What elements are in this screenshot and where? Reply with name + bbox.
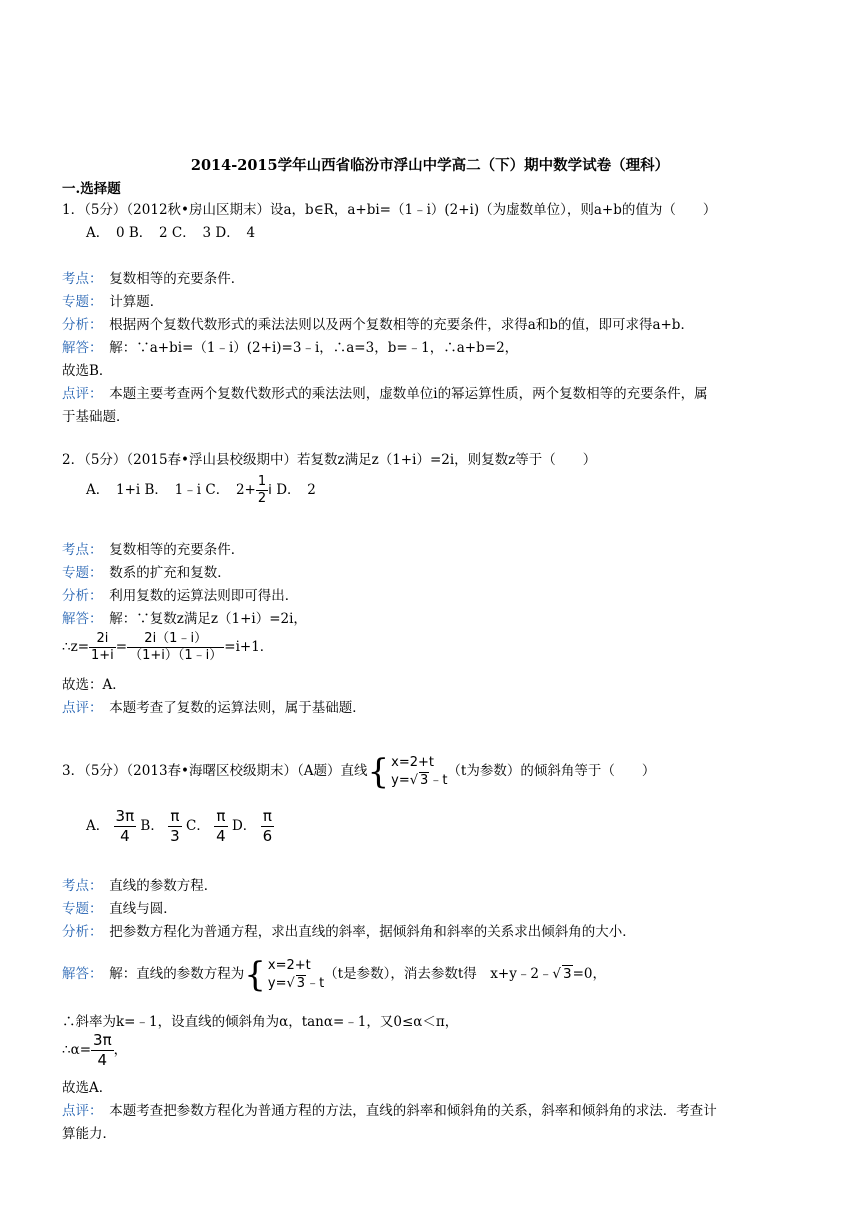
q3-stem bbox=[62, 749, 655, 793]
row-2-rhs: ﹣t bbox=[306, 975, 325, 991]
q2-comment: 本题考查了复数的运算法则，属于基础题． bbox=[109, 700, 366, 716]
fraction-denominator: 2 bbox=[257, 491, 267, 506]
q2-topic: 数系的扩充和复数． bbox=[109, 565, 231, 581]
system-row-2: y=√ 3﹣t bbox=[267, 975, 325, 991]
q3-choose: 故选A． bbox=[62, 1080, 113, 1096]
topic-label: 专题： bbox=[62, 294, 96, 310]
alpha-tail: ， bbox=[113, 1042, 128, 1058]
analysis-label: 分析： bbox=[62, 924, 96, 940]
equation-lead: ∴z= bbox=[62, 639, 90, 655]
answer-label: 解答： bbox=[62, 611, 96, 627]
comment-label: 点评： bbox=[62, 1103, 96, 1119]
point-label: 考点： bbox=[62, 542, 96, 558]
row-2-rhs: ﹣t bbox=[429, 772, 448, 788]
comment-label: 点评： bbox=[62, 700, 96, 716]
q3-alpha-fraction bbox=[91, 1031, 114, 1070]
fraction-numerator: π bbox=[261, 807, 275, 827]
fraction-numerator: 3π bbox=[93, 1031, 112, 1049]
sqrt-radicand: 3 bbox=[420, 772, 429, 788]
q3-answer-lead: 解：直线的参数方程为 bbox=[109, 966, 245, 982]
q2-comment-row bbox=[62, 699, 366, 717]
equals-sign: = bbox=[115, 639, 128, 655]
analysis-label: 分析： bbox=[62, 588, 96, 604]
q2-fraction-2 bbox=[127, 631, 224, 664]
fraction-denominator: （1+i）（1﹣i） bbox=[129, 648, 223, 663]
q1-topic-row bbox=[62, 293, 163, 311]
fraction-numerator: 2i bbox=[89, 631, 116, 648]
point-label: 考点： bbox=[62, 271, 96, 287]
q1-comment-cont: 于基础题． bbox=[62, 409, 130, 425]
point-label: 考点： bbox=[62, 878, 96, 894]
fraction-denominator: 4 bbox=[216, 827, 226, 845]
q3-alpha-line bbox=[62, 1030, 127, 1070]
q3-param-system bbox=[367, 751, 448, 792]
q3-option-d bbox=[261, 807, 275, 846]
q2-point: 复数相等的充要条件． bbox=[109, 542, 245, 558]
answer-label: 解答： bbox=[62, 340, 96, 356]
q1-answer: 解：∵a+bi=（1﹣i）(2+i)=3﹣i，∴a=3，b=﹣1，∴a+b=2， bbox=[109, 340, 519, 356]
analysis-label: 分析： bbox=[62, 317, 96, 333]
q3-slope-line: ∴斜率为k=﹣1，设直线的倾斜角为α，tanα=﹣1，又0≤α＜π， bbox=[62, 1014, 459, 1030]
q3-analysis-row bbox=[62, 923, 636, 941]
system-row-2: y=√ 3﹣t bbox=[391, 772, 448, 788]
q3-stem-lead: 3．（5分）（2013春•海曙区校级期末）（A题）直线 bbox=[62, 763, 368, 779]
q3-comment-row bbox=[62, 1102, 717, 1120]
equation-result: =i+1． bbox=[224, 639, 274, 655]
left-brace-icon: { bbox=[367, 751, 390, 792]
topic-label: 专题： bbox=[62, 565, 96, 581]
q3-point: 直线的参数方程． bbox=[109, 878, 218, 894]
q3-comment: 本题考查把参数方程化为普通方程的方法，直线的斜率和倾斜角的关系，斜率和倾斜角的求法．考查计 bbox=[109, 1103, 717, 1119]
alpha-lead: ∴α= bbox=[62, 1042, 92, 1058]
answer-label: 解答： bbox=[62, 966, 96, 982]
fraction-denominator: 6 bbox=[262, 827, 273, 845]
q2-analysis-row bbox=[62, 587, 298, 605]
q3-topic: 直线与圆． bbox=[109, 901, 177, 917]
q3-point-row bbox=[62, 877, 217, 895]
q1-topic: 计算题． bbox=[109, 294, 164, 310]
sqrt-radicand: 3 bbox=[563, 966, 572, 982]
q3-comment-cont: 算能力． bbox=[62, 1126, 116, 1142]
q1-point: 复数相等的充要条件． bbox=[109, 271, 245, 287]
q3-answer-row: 解答： 解：直线的参数方程为 { x=2+t y=√ 3﹣t （t是参数），消去参数t得 x+y﹣2﹣√ 3=0， bbox=[62, 954, 607, 995]
q3-options bbox=[86, 806, 274, 846]
q3-analysis: 把参数方程化为普通方程，求出直线的斜率，据倾斜角和斜率的关系求出倾斜角的大小． bbox=[109, 924, 636, 940]
q1-stem: 1．（5分）（2012秋•房山区期末）设a，b∈R，a+bi=（1﹣i）(2+i)（为虚数单位），则a+b的值为（ ） bbox=[62, 202, 717, 218]
q2-answer-row bbox=[62, 610, 307, 628]
q1-answer-row bbox=[62, 339, 518, 357]
q3-option-a bbox=[114, 807, 137, 846]
topic-label: 专题： bbox=[62, 901, 96, 917]
fraction-denominator: 3 bbox=[170, 827, 180, 845]
fraction-denominator: 4 bbox=[120, 827, 130, 845]
q1-comment: 本题主要考查两个复数代数形式的乘法法则，虚数单位i的幂运算性质，两个复数相等的充要条件，属 bbox=[109, 386, 708, 402]
q3-option-c bbox=[214, 807, 228, 846]
fraction-numerator: 1 bbox=[257, 474, 267, 489]
system-row-1: x=2+t bbox=[391, 754, 434, 770]
q1-analysis: 根据两个复数代数形式的乘法法则以及两个复数相等的充要条件，求得a和b的值，即可求得a+b． bbox=[109, 317, 694, 333]
q3-answer-end: =0， bbox=[572, 966, 607, 982]
q2-half-fraction bbox=[256, 474, 268, 507]
q2-topic-row bbox=[62, 564, 231, 582]
q3-stem-tail: （t为参数）的倾斜角等于（ ） bbox=[447, 763, 656, 779]
row-2-lhs: y= bbox=[267, 975, 287, 991]
q2-fraction-1 bbox=[89, 631, 116, 664]
q1-choose: 故选B． bbox=[62, 363, 113, 379]
q2-choose: 故选：A． bbox=[62, 677, 126, 693]
imaginary-unit: i bbox=[268, 482, 272, 498]
row-2-lhs: y= bbox=[391, 772, 410, 788]
sqrt-radicand: 3 bbox=[296, 975, 306, 991]
q2-options-abc: A． 1+i B． 1﹣i C． 2+ bbox=[86, 482, 256, 498]
fraction-numerator: 2i（1﹣i） bbox=[127, 631, 224, 648]
option-b-label: B． bbox=[140, 818, 164, 834]
q2-stem: 2．（5分）（2015春•浮山县校级期中）若复数z满足z（1+i）=2i，则复数z等于（ ） bbox=[62, 452, 597, 468]
option-c-label: C． bbox=[185, 818, 210, 834]
q1-comment-row bbox=[62, 385, 708, 403]
q1-point-row bbox=[62, 270, 244, 288]
section-heading: 一.选择题 bbox=[62, 181, 121, 197]
q2-answer: 解：∵复数z满足z（1+i）=2i， bbox=[109, 611, 307, 627]
left-brace-icon: { bbox=[244, 954, 266, 995]
q2-options bbox=[86, 472, 316, 508]
option-a-label: A． bbox=[86, 818, 110, 834]
q2-equation bbox=[62, 627, 273, 667]
fraction-numerator: π bbox=[168, 807, 182, 827]
q3-answer-mid: （t是参数），消去参数t得 x+y﹣2﹣ bbox=[324, 966, 553, 982]
fraction-numerator: 3π bbox=[115, 807, 135, 825]
q3-answer-system bbox=[244, 954, 325, 995]
q3-topic-row bbox=[62, 900, 177, 918]
q2-point-row bbox=[62, 541, 244, 559]
option-d-label: D． bbox=[231, 818, 257, 834]
q1-analysis-row bbox=[62, 316, 694, 334]
q2-analysis: 利用复数的运算法则即可得出． bbox=[109, 588, 299, 604]
fraction-denominator: 1+i bbox=[91, 648, 114, 663]
system-row-1: x=2+t bbox=[267, 957, 311, 973]
fraction-denominator: 4 bbox=[97, 1051, 108, 1069]
fraction-numerator: π bbox=[214, 807, 228, 827]
q2-option-d: D． 2 bbox=[271, 482, 316, 498]
q1-options: A． 0 B． 2 C． 3 D． 4 bbox=[86, 225, 256, 241]
page-title: 2014-2015学年山西省临汾市浮山中学高二（下）期中数学试卷（理科） bbox=[190, 157, 670, 174]
q3-option-b bbox=[168, 807, 182, 846]
comment-label: 点评： bbox=[62, 386, 96, 402]
